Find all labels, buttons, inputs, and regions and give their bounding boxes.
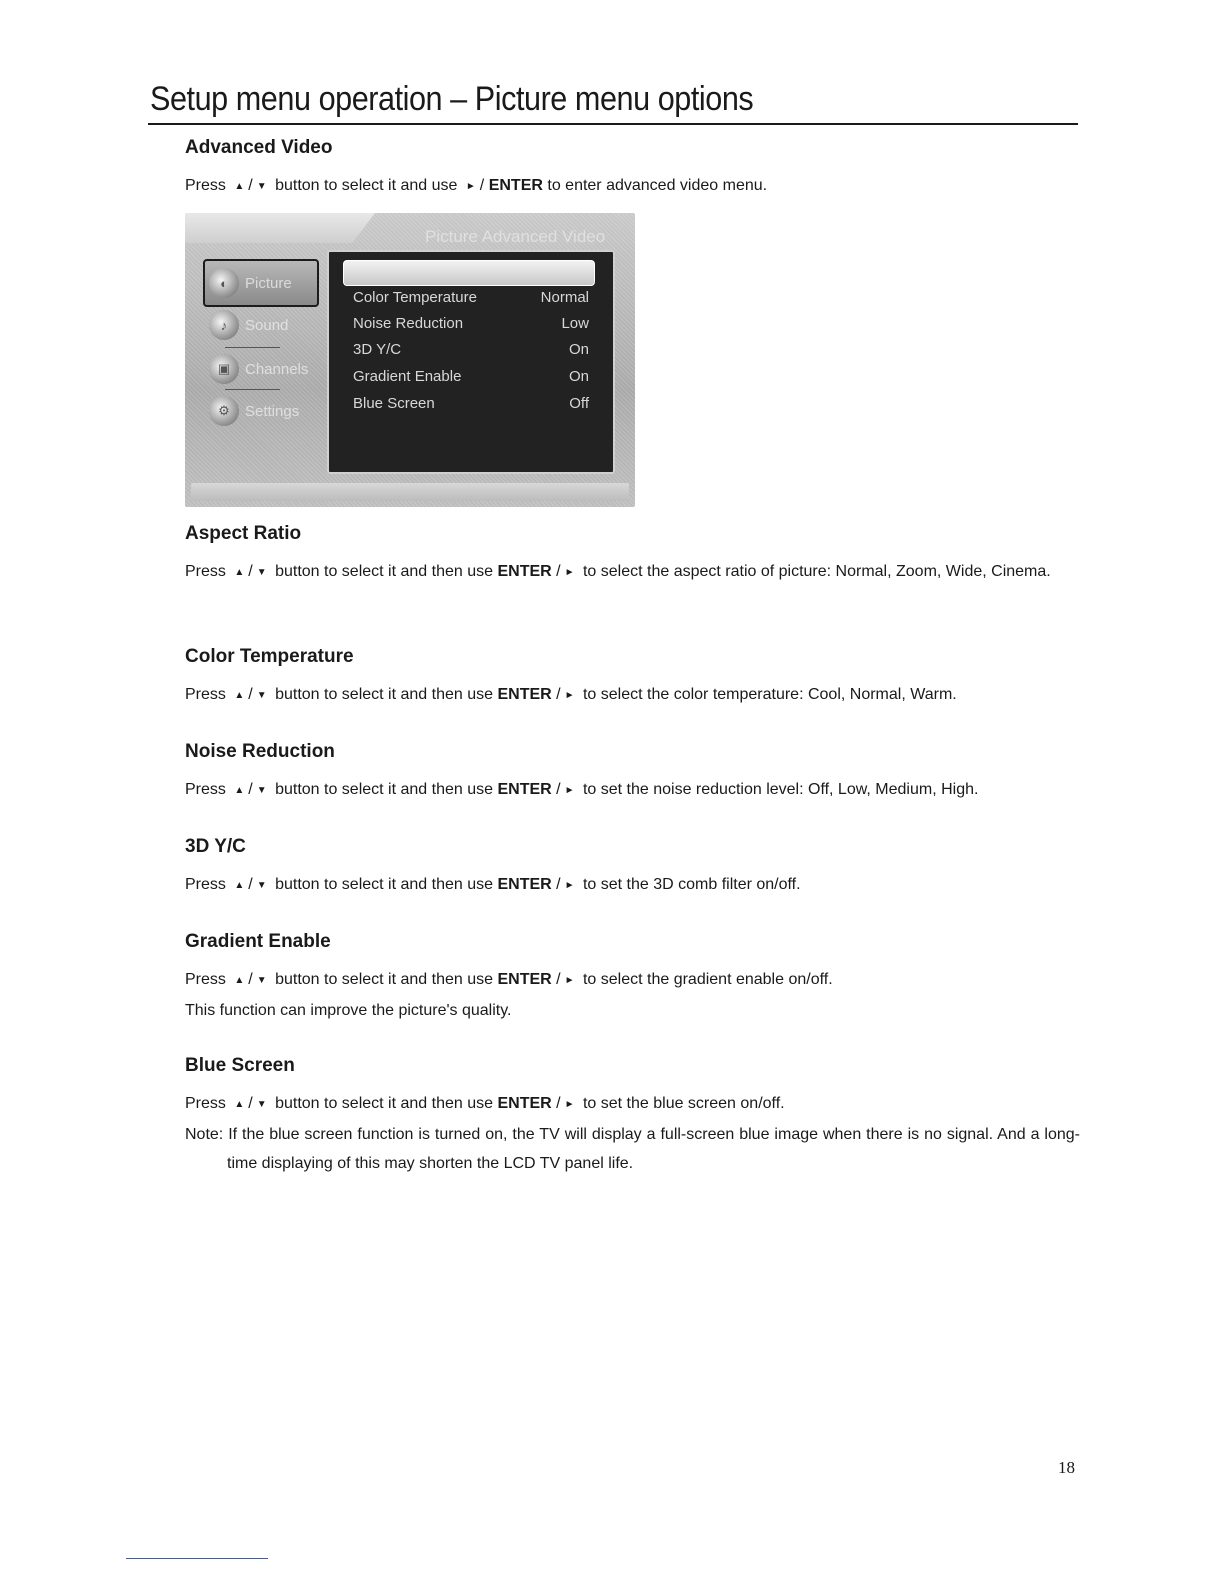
osd-row [353, 289, 589, 306]
enter-key-label: ENTER [488, 177, 543, 194]
right-arrow-icon: ► [564, 690, 575, 701]
osd-row-label: Gradient Enable [353, 368, 462, 385]
down-arrow-icon: ▼ [256, 690, 267, 701]
up-arrow-icon: ▲ [234, 690, 245, 701]
osd-menu-label: Picture [245, 274, 292, 292]
enter-key-label: ENTER [497, 563, 552, 580]
channels-icon: ▣ [209, 354, 239, 384]
text-slash: / [248, 1095, 253, 1112]
text-body: to set the noise reduction level: Off, Low, Medium, High. [582, 781, 979, 798]
osd-menu-settings [205, 391, 315, 431]
text-body: to select the color temperature: Cool, Normal, Warm. [582, 686, 957, 703]
section-gradient-enable [185, 931, 1080, 1025]
down-arrow-icon: ▼ [256, 880, 267, 891]
osd-row-value: On [568, 368, 589, 385]
section-blue-screen [185, 1055, 1080, 1178]
osd-menu-label: Channels [245, 360, 309, 378]
text-slash: / [248, 971, 253, 988]
section-text [185, 680, 1080, 711]
text-slash: / [479, 177, 485, 194]
page-title: Setup menu operation – Picture menu options [150, 80, 754, 118]
right-arrow-icon: ► [564, 1099, 575, 1110]
osd-row [353, 341, 589, 358]
osd-menu-channels [205, 349, 315, 389]
section-color-temperature [185, 646, 1080, 711]
osd-submenu-panel [327, 250, 615, 474]
up-arrow-icon: ▲ [234, 181, 245, 192]
section-text-2: This function can improve the picture's quality. [185, 1002, 512, 1019]
section-text [185, 1089, 1080, 1120]
section-heading: Gradient Enable [185, 931, 331, 952]
settings-icon: ⚙ [209, 396, 239, 426]
section-text [185, 870, 1080, 901]
osd-row-label: Noise Reduction [353, 315, 464, 332]
right-arrow-icon: ► [564, 785, 575, 796]
osd-menu-label: Sound [245, 316, 289, 334]
text-slash: / [556, 563, 561, 580]
section-heading: Blue Screen [185, 1055, 295, 1076]
picture-icon: ◐ [209, 268, 239, 298]
down-arrow-icon: ▼ [256, 785, 267, 796]
osd-row [353, 315, 589, 332]
text-body: to set the blue screen on/off. [582, 1095, 785, 1112]
text-body: to select the gradient enable on/off. [582, 971, 833, 988]
text-press: Press [185, 686, 226, 703]
section-text [185, 965, 1080, 996]
section-text [185, 171, 1080, 202]
text-body: to enter advanced video menu. [547, 177, 768, 194]
section-aspect-ratio [185, 523, 1080, 588]
text-slash: / [248, 686, 253, 703]
text-press: Press [185, 1095, 226, 1112]
text-body: button to select it and then use [275, 1095, 494, 1112]
text-press: Press [185, 177, 226, 194]
osd-row [353, 395, 589, 412]
section-heading: Aspect Ratio [185, 523, 302, 544]
text-body: button to select it and then use [275, 876, 494, 893]
osd-selection-highlight [343, 260, 595, 286]
text-slash: / [556, 781, 561, 798]
text-slash: / [556, 1095, 561, 1112]
osd-footer-bar [191, 483, 629, 501]
note-text: Note: If the blue screen function is turned on, the TV will display a full-screen blue image when there is no signal. And a long-time displaying of this may shorten the LCD TV panel life. [185, 1126, 1080, 1172]
footnote-rule [126, 1558, 268, 1559]
enter-key-label: ENTER [497, 686, 552, 703]
text-slash: / [248, 876, 253, 893]
section-advanced-video [185, 137, 1080, 202]
text-slash: / [248, 563, 253, 580]
section-heading: Advanced Video [185, 137, 333, 158]
up-arrow-icon: ▲ [234, 1099, 245, 1110]
text-slash: / [248, 177, 253, 194]
osd-row [353, 368, 589, 385]
down-arrow-icon: ▼ [256, 1099, 267, 1110]
text-slash: / [248, 781, 253, 798]
text-slash: / [556, 971, 561, 988]
enter-key-label: ENTER [497, 876, 552, 893]
text-body: to set the 3D comb filter on/off. [582, 876, 801, 893]
page-number: 18 [1058, 1458, 1075, 1477]
text-slash: / [556, 876, 561, 893]
title-rule [148, 123, 1078, 125]
section-text [185, 557, 1080, 588]
osd-separator [225, 389, 280, 390]
section-heading: Noise Reduction [185, 741, 335, 762]
enter-key-label: ENTER [497, 971, 552, 988]
text-body: button to select it and then use [275, 686, 494, 703]
enter-key-label: ENTER [497, 781, 552, 798]
right-arrow-icon: ► [564, 975, 575, 986]
osd-row-value: On [568, 341, 589, 358]
text-slash: / [556, 686, 561, 703]
text-body: button to select it and use [275, 177, 458, 194]
osd-menu-label: Settings [245, 402, 300, 420]
osd-row-label: 3D Y/C [353, 341, 402, 358]
section-3d-yc [185, 836, 1080, 901]
up-arrow-icon: ▲ [234, 567, 245, 578]
text-body: button to select it and then use [275, 971, 494, 988]
osd-screenshot [185, 213, 635, 507]
right-arrow-icon: ► [564, 567, 575, 578]
right-arrow-icon: ► [465, 181, 476, 192]
text-body: button to select it and then use [275, 781, 494, 798]
section-noise-reduction [185, 741, 1080, 806]
up-arrow-icon: ▲ [234, 880, 245, 891]
section-heading: Color Temperature [185, 646, 354, 667]
sound-icon: ♪ [209, 310, 239, 340]
osd-row-value: Normal [540, 289, 589, 306]
osd-row-value: Off [569, 395, 589, 412]
osd-row-value: Low [561, 315, 589, 332]
text-body: to select the aspect ratio of picture: Normal, Zoom, Wide, Cinema. [582, 563, 1051, 580]
enter-key-label: ENTER [497, 1095, 552, 1112]
up-arrow-icon: ▲ [234, 975, 245, 986]
osd-menu-picture [203, 259, 319, 307]
text-press: Press [185, 781, 226, 798]
down-arrow-icon: ▼ [256, 975, 267, 986]
down-arrow-icon: ▼ [256, 567, 267, 578]
text-press: Press [185, 971, 226, 988]
section-heading: 3D Y/C [185, 836, 246, 857]
osd-top-tab [185, 213, 375, 243]
down-arrow-icon: ▼ [256, 181, 267, 192]
text-press: Press [185, 876, 226, 893]
osd-menu-sound [205, 305, 315, 345]
right-arrow-icon: ► [564, 880, 575, 891]
text-press: Press [185, 563, 226, 580]
osd-separator [225, 347, 280, 348]
text-body: button to select it and then use [275, 563, 494, 580]
up-arrow-icon: ▲ [234, 785, 245, 796]
section-text [185, 775, 1080, 806]
osd-header: Picture Advanced Video [425, 227, 606, 246]
osd-row-label: Blue Screen [353, 395, 435, 412]
osd-row-label: Color Temperature [353, 289, 477, 306]
